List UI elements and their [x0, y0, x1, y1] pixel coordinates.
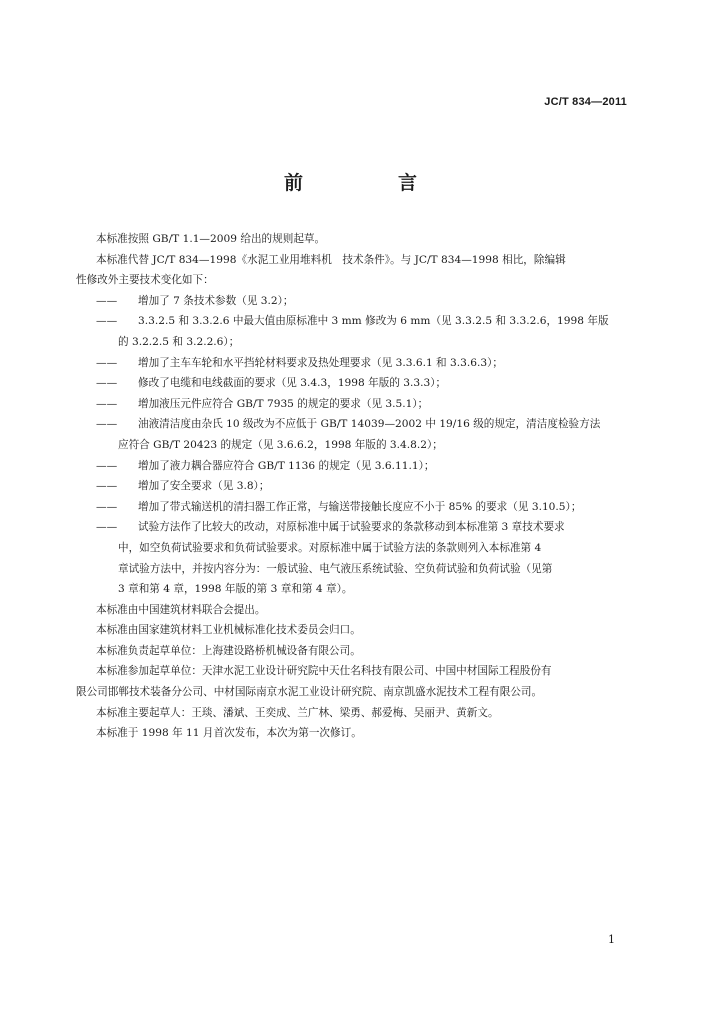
change-text: 增加了安全要求（见 3.8）；: [138, 480, 270, 493]
paragraph-participants: 本标准参加起草单位：天津水泥工业设计研究院中天仕名科技有限公司、中国中材国际工程股份有: [96, 665, 552, 678]
change-text: 增加了带式输送机的清扫器工作正常，与输送带接触长度应不小于 85% 的要求（见 3.10.5）；: [138, 500, 582, 513]
change-text-cont: 中，如空负荷试验要求和负荷试验要求。对原标准中属于试验方法的条款则列入本标准第 4: [118, 541, 542, 554]
dash-marker: ——: [96, 356, 118, 369]
dash-marker: ——: [96, 480, 118, 493]
paragraph-history: 本标准于 1998 年 11 月首次发布，本次为第一次修订。: [96, 727, 362, 740]
change-item: [76, 353, 628, 374]
page-number: 1: [608, 933, 615, 946]
paragraph-proposer: 本标准由中国建筑材料联合会提出。: [96, 603, 266, 616]
standard-code: JC/T 834—2011: [544, 96, 627, 108]
paragraph-participants-cont: 限公司邯郸技术装备分公司、中材国际南京水泥工业设计研究院、南京凯盛水泥技术工程有限公司。: [76, 686, 543, 699]
change-text-cont: 的 3.2.2.5 和 3.2.2.6）；: [118, 335, 240, 348]
paragraph-drafters: 本标准主要起草人：王琰、潘斌、王奕成、兰广林、梁勇、郝爱梅、吴丽尹、黄新文。: [96, 706, 499, 719]
dash-marker: ——: [96, 418, 118, 431]
change-text: 增加了液力耦合器应符合 GB/T 1136 的规定（见 3.6.11.1）；: [138, 459, 435, 472]
dash-marker: ——: [96, 377, 118, 390]
change-text: 修改了电缆和电线截面的要求（见 3.4.3，1998 年版的 3.3.3）；: [138, 377, 447, 390]
foreword-body: [76, 229, 628, 744]
dash-marker: ——: [96, 500, 118, 513]
change-text: 油液清洁度由杂氏 10 级改为不应低于 GB/T 14039—2002 中 19/16 级的规定，清洁度检验方法: [138, 418, 601, 431]
change-item: [76, 414, 628, 435]
dash-marker: ——: [96, 459, 118, 472]
change-text: 增加了 7 条技术参数（见 3.2）；: [138, 294, 294, 307]
paragraph-replacement: 本标准代替 JC/T 834—1998《水泥工业用堆料机 技术条件》。与 JC/T 834—1998 相比，除编辑: [96, 253, 566, 266]
paragraph-lead-drafter: 本标准负责起草单位：上海建设路桥机械设备有限公司。: [96, 644, 361, 657]
change-item: [76, 394, 628, 415]
change-text: 增加液压元件应符合 GB/T 7935 的规定的要求（见 3.5.1）；: [138, 397, 429, 410]
change-item: [76, 497, 628, 518]
change-text: 3.3.2.5 和 3.3.2.6 中最大值由原标准中 3 mm 修改为 6 mm（见 3.3.2.5 和 3.3.2.6，1998 年版: [138, 315, 609, 328]
change-text: 增加了主车车轮和水平挡轮材料要求及热处理要求（见 3.3.6.1 和 3.3.6.3）；: [138, 356, 503, 369]
change-item: [76, 476, 628, 497]
change-text-cont: 3 章和第 4 章，1998 年版的第 3 章和第 4 章）。: [118, 583, 353, 596]
dash-marker: ——: [96, 521, 118, 534]
dash-marker: ——: [96, 294, 118, 307]
change-text-cont: 章试验方法中，并按内容分为：一般试验、电气液压系统试验、空负荷试验和负荷试验（见第: [118, 562, 553, 575]
change-item: [76, 291, 628, 312]
paragraph-committee: 本标准由国家建筑材料工业机械标准化技术委员会归口。: [96, 624, 361, 637]
paragraph-replacement-cont: 性修改外主要技术变化如下：: [76, 274, 214, 287]
page-title: 前 言: [283, 172, 455, 194]
dash-marker: ——: [96, 315, 118, 328]
change-text-cont: 应符合 GB/T 20423 的规定（见 3.6.6.2，1998 年版的 3.4.8.2）；: [118, 438, 443, 451]
paragraph-drafting-rule: 本标准按照 GB/T 1.1—2009 给出的规则起草。: [96, 233, 326, 245]
change-item: [76, 373, 628, 394]
change-text: 试验方法作了比较大的改动，对原标准中属于试验要求的条款移动到本标准第 3 章技术要求: [138, 521, 565, 534]
change-item: [76, 456, 628, 477]
change-item: [76, 311, 628, 332]
change-item: [76, 517, 628, 538]
dash-marker: ——: [96, 397, 118, 410]
